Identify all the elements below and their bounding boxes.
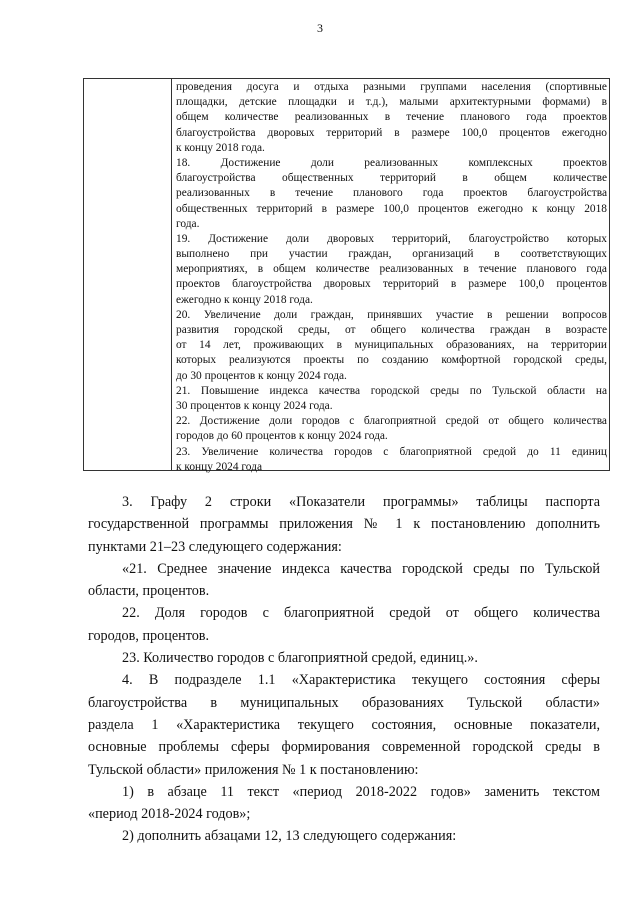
paragraph-line: области, процентов. (88, 583, 210, 600)
table-text-line: 18. Достижение доли реализованных комплексных проектов (176, 156, 607, 169)
table-text-line: проектов благоустройства дворовых территорий в размере 100,0 процентов (176, 278, 607, 291)
paragraph-line: 23. Количество городов с благоприятной средой, единиц.». (122, 650, 478, 667)
page-number: 3 (317, 21, 323, 35)
table-text-line: 23. Увеличение количества городов с благоприятной средой до 11 единиц (176, 445, 607, 458)
paragraph-line: благоустройства в муниципальных образованиях Тульской области» (88, 694, 600, 711)
table-text-line: 20. Увеличение доли граждан, принявших участие в решении вопросов (176, 308, 607, 321)
table-text-line: 22. Достижение доли городов с благоприятной средой от общего количества (176, 415, 607, 428)
table-text-line: общем количестве реализованных в течение планового года проектов (176, 111, 607, 124)
table-text-line: мероприятиях, в общем количестве реализованных в течение планового года (176, 263, 607, 276)
table-text-line: к концу 2018 года. (176, 141, 265, 154)
document-body (88, 491, 600, 848)
table-text-line: реализованных в течение планового года проектов благоустройства (176, 187, 607, 200)
paragraph-line: государственной программы приложения № 1 к постановлению дополнить (88, 516, 600, 533)
table-text-line: проведения досуга и отдыха разными группами населения (спортивные (176, 81, 607, 93)
paragraph-line: 3. Графу 2 строки «Показатели программы» таблицы паспорта (122, 494, 600, 510)
table-text-line: ежегодно к концу 2018 года. (176, 293, 313, 306)
table-right-cell (176, 79, 607, 475)
paragraph-line: 1) в абзаце 11 текст «период 2018-2022 годов» заменить текстом (122, 783, 600, 800)
table-text-line: благоустройства общественных территорий в общем количестве (176, 172, 607, 185)
table-text-line: развития городской среды, от общего количества граждан в возрасте (176, 324, 607, 336)
table-text-line: 30 процентов к концу 2024 года. (176, 399, 333, 412)
paragraph-line: Тульской области» приложения № 1 к постановлению: (88, 761, 419, 778)
paragraph-line: пунктами 21–23 следующего содержания: (88, 538, 342, 555)
indicators-table (83, 78, 610, 471)
paragraph-line: раздела 1 «Характеристика текущего состояния, основные показатели, (88, 716, 600, 733)
table-text-line: от 14 лет, проживающих в муниципальных образованиях, на территории (176, 339, 607, 352)
table-text-line: городов до 60 процентов к концу 2024 года. (176, 430, 388, 443)
paragraph-line: «21. Среднее значение индекса качества городской среды по Тульской (122, 560, 600, 577)
table-text-line: благоустройства дворовых территорий в размере 100,0 процентов ежегодно (176, 126, 607, 139)
paragraph-line: городов, процентов. (88, 627, 210, 644)
table-text-line: выполнено при участии граждан, организаций в соответствующих (176, 248, 607, 261)
paragraph-line: основные проблемы сферы формирования современной городской среды в (88, 739, 600, 756)
table-text-line: до 30 процентов к концу 2024 года. (176, 369, 347, 382)
paragraph-line: «период 2018-2024 годов»; (88, 806, 251, 823)
table-text-line: 21. Повышение индекса качества городской среды по Тульской области на (176, 384, 607, 397)
table-text-line: которых реализуются проекты по созданию комфортной городской среды, (176, 354, 607, 367)
table-left-cell (84, 79, 172, 470)
table-text-line: года. (176, 217, 200, 230)
table-text-line: 19. Достижение доли дворовых территорий, благоустройство которых (176, 232, 607, 245)
paragraph-line: 2) дополнить абзацами 12, 13 следующего содержания: (122, 828, 457, 845)
table-text-line: к концу 2024 года (176, 460, 263, 473)
table-text-line: площадки, детские площадки и т.д.), малыми архитектурными формами) в (176, 96, 607, 109)
paragraph-line: 22. Доля городов с благоприятной средой от общего количества (122, 605, 600, 622)
table-text-line: общественных территорий в размере 100,0 процентов ежегодно к концу 2018 (176, 202, 607, 215)
paragraph-line: 4. В подразделе 1.1 «Характеристика текущего состояния сферы (122, 672, 600, 689)
